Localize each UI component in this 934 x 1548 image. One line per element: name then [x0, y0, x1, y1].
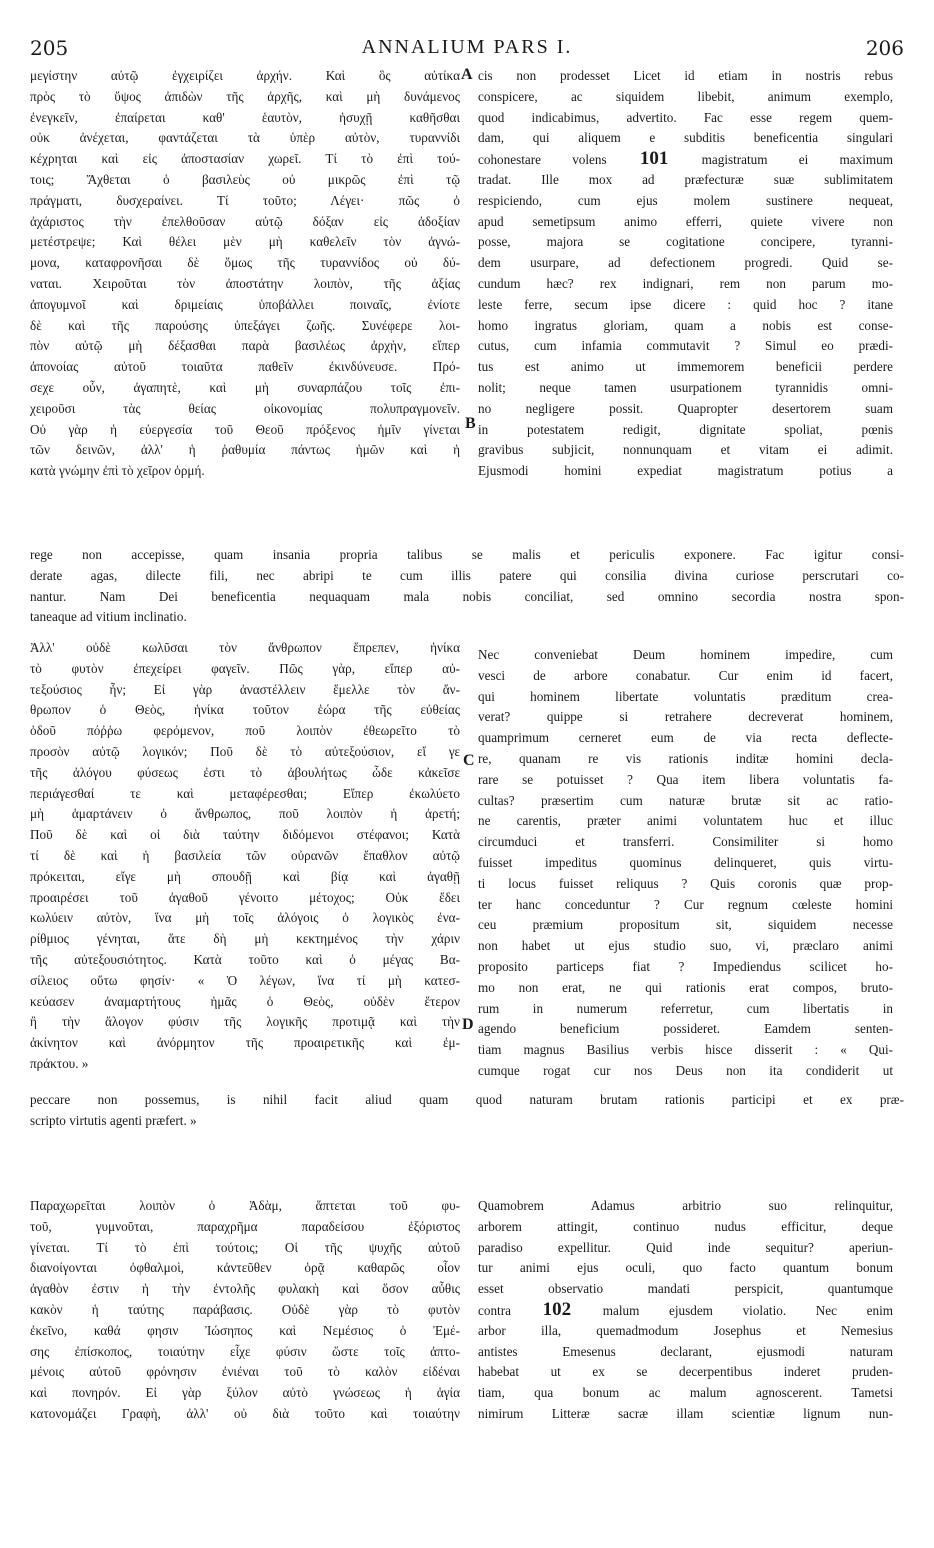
- text-fragment: magistratum ei maximum: [701, 152, 893, 168]
- latin-text-line: tus est animo ut immemorem beneficii perdere: [478, 359, 893, 375]
- latin-text-line: conspicere, ac siquidem libebit, animum exemplo,: [478, 88, 893, 104]
- column-number-marker: 101: [639, 149, 669, 170]
- greek-text-line: ναται. Χειροῦται τὸν ἀποστάτην λοιπὸν, τῆς ἀξίας: [30, 275, 460, 291]
- greek-text-line: ἀγαθὸν ἐστιν ἡ τὴν ἐντολῆς φυλακὴ καὶ ὅσον αὖθις: [30, 1281, 460, 1297]
- full-width-latin-block-2: [30, 1090, 904, 1132]
- column-number-marker: 102: [542, 1299, 572, 1320]
- greek-text-line: πράκτου. »: [30, 1055, 89, 1071]
- greek-text-line: ἀχάριστος τὴν ἐπελθοῦσαν αὐτῷ δόξαν εἰς ἀδοξίαν: [30, 213, 460, 229]
- latin-text-line: tur animi ejus oculi, quo facto quantum bonum: [478, 1260, 893, 1276]
- latin-column-block-3: [478, 1196, 893, 1425]
- greek-text-line: ὁδοῦ πόῤῥω φερόμενον, ποῦ λοιπὸν ἐθεωρεῖτο τὸ: [30, 723, 460, 739]
- greek-text-line: κεύασεν ἀναμαρτήτους ἡμᾶς ὁ Θεὸς, οὐδὲν ἕτερον: [30, 993, 460, 1009]
- latin-text-line: respiciendo, cum ejus molem sustinere nequeat,: [478, 192, 893, 208]
- latin-text-line: arbor illa, quemadmodum Josephus et Nemesius: [478, 1322, 893, 1338]
- greek-text-line: κέχρηται καὶ εἰς ἀποστασίαν χωρεῖ. Τί τὸ ἐπὶ τού-: [30, 151, 460, 167]
- greek-text-line: κατονομάζει Γραφὴ, ἀλλ' οὐ διὰ τοῦτο καὶ τοιαύτην: [30, 1405, 460, 1421]
- greek-text-line: τῆς ἀλόγου φύσεως ἐστι τὸ ἀβουλήτως ὧδε κἀκεῖσε: [30, 764, 460, 780]
- greek-text-line: σίλειος οὕτω φησίν· « Ὁ λέγων, ἵνα τί μὴ κατεσ-: [30, 972, 460, 988]
- latin-text-line: vesci de arbore conabatur. Cur enim id facert,: [478, 667, 893, 683]
- latin-text-line: qui hominem libertate voluntatis præditum crea-: [478, 688, 893, 704]
- latin-text-line: no negligere possit. Quapropter desertorem suam: [478, 400, 893, 416]
- text-line-with-column-marker: [478, 149, 893, 170]
- latin-text-line: cultas? præsertim cum naturæ brutæ sit ac ratio-: [478, 792, 893, 808]
- greek-text-line: περιάγεσθαί τε καὶ μεταφέρεσθαι; Εἴπερ ἐκωλύετο: [30, 785, 460, 801]
- latin-text-line: in potestatem redigit, dignitate spoliat, pœnis: [478, 421, 893, 437]
- greek-text-line: διανοίγονται ὀφθαλμοὶ, κἀντεῦθεν ὁρᾷ καθαρῶς οἷον: [30, 1260, 460, 1276]
- greek-text-line: Οὐ γὰρ ἡ εὐεργεσία τοῦ Θεοῦ πρόξενος ἡμῖν γίνεται: [30, 421, 460, 437]
- margin-letter-b: B: [465, 415, 476, 432]
- greek-text-line: ρίθμιος γένηται, ἅτε δὴ μὴ κεκτημένος τὴν χάριν: [30, 931, 460, 947]
- greek-text-line: πρὸς τὸ ὕψος ἀπιδὼν τῆς ἀρχῆς, καὶ μὴ δυνάμενος: [30, 88, 460, 104]
- running-header: [30, 36, 904, 64]
- latin-text-line: dem usurpare, ad defectionem progredi. Quid se-: [478, 255, 893, 271]
- latin-text-line: cutus, cum infamia commutavit ? Simul eo prædi-: [478, 338, 893, 354]
- greek-text-line: τοῦ, γυμνοῦται, παραχρῆμα παραδείσου ἐξόριστος: [30, 1218, 460, 1234]
- latin-text-line: leste ferre, secum ipse dicere : quid hoc ? itane: [478, 296, 893, 312]
- latin-text-line: quamprimum cerneret eum de via recta deflecte-: [478, 730, 893, 746]
- latin-column-block-2: [478, 645, 893, 1082]
- latin-full-width-line: scripto virtutis agenti præfert. »: [30, 1112, 197, 1128]
- latin-text-line: proposito particeps fiat ? Impediendus scilicet ho-: [478, 958, 893, 974]
- greek-column-block-3: [30, 1196, 460, 1425]
- greek-text-line: τεξούσιος ἦν; Εἰ γὰρ ἀναστέλλειν ἔμελλε τὸν ἄν-: [30, 681, 460, 697]
- latin-text-line: arborem attingit, continuo nudus efficitur, deque: [478, 1218, 893, 1234]
- text-line-with-column-marker: [478, 1300, 893, 1321]
- latin-text-line: ceu præmium propositum sit, siquidem necesse: [478, 917, 893, 933]
- greek-text-line: τοις; Ἄχθεται ὁ βασιλεὺς οὐ μικρῶς ἐπὶ τῷ: [30, 171, 460, 187]
- latin-text-line: Nec conveniebat Deum hominem impedire, cum: [478, 647, 893, 662]
- latin-full-width-line: rege non accepisse, quam insania propria talibus se malis et periculis exponere. Fac igitur consi-: [30, 547, 904, 562]
- greek-text-line: πράγματι, δυσχεραίνει. Τί τοῦτο; Λέγει· πῶς ὁ: [30, 192, 460, 208]
- latin-text-line: antistes Emesenus declarant, ejusmodi naturam: [478, 1343, 893, 1359]
- greek-text-line: κωλύειν αὐτὸν, ἵνα μὴ τοῖς ἀλόγοις ὁ λογικὸς ἐνα-: [30, 910, 460, 926]
- latin-text-line: tiam magnus Basilius verbis hisce disserit : « Qui-: [478, 1042, 893, 1058]
- text-fragment: malum ejusdem violatio. Nec enim: [602, 1302, 893, 1318]
- latin-text-line: nimirum Litteræ sacræ illam scientiæ lignum nun-: [478, 1405, 893, 1421]
- greek-text-line: μονα, καταφρονῆσαι δὲ ὅμως τῆς τυραννίδος οὐ δύ-: [30, 255, 460, 271]
- margin-letter-a: A: [461, 66, 473, 83]
- latin-text-line: ne carentis, præter animi voluntatem huc et illuc: [478, 813, 893, 829]
- latin-text-line: paradiso expellitur. Quid inde sequitur? aperiun-: [478, 1239, 893, 1255]
- latin-full-width-line: nantur. Nam Dei beneficentia nequaquam mala nobis conciliat, sed omnino secordia nostra spon-: [30, 588, 904, 604]
- greek-text-line: πὸν αὐτῷ μὴ δέξασθαι παρὰ βασιλέως ἀρχὴν, εἴπερ: [30, 338, 460, 354]
- latin-text-line: non habet ut ejus studio suo, vi, præclaro animi: [478, 938, 893, 954]
- latin-full-width-line: peccare non possemus, is nihil facit aliud quam quod naturam brutam rationis participi et ex præ-: [30, 1092, 904, 1107]
- latin-text-line: apud semetipsum animo efferri, quiete vivere non: [478, 213, 893, 229]
- margin-letter-c: C: [463, 752, 475, 769]
- latin-text-line: rare se potuisset ? Qua item libera voluntatis fa-: [478, 771, 893, 787]
- latin-text-line: tradat. Ille mox ad præfecturæ suæ sublimitatem: [478, 171, 893, 187]
- page-number-left: 205: [30, 36, 69, 60]
- latin-full-width-line: derate agas, dilecte fili, nec abripi te cum illis patere qui consilia divina curiose perscrutari co-: [30, 567, 904, 583]
- greek-text-line: τῶν δεινῶν, ἀλλ' ἡ ῥαθυμία πάντως ἡμῶν καὶ ἡ: [30, 442, 460, 458]
- greek-text-line: Ποῦ δὲ καὶ οἱ διὰ ταύτην διδόμενοι στέφανοι; Κατὰ: [30, 827, 460, 843]
- greek-text-line: προσὸν αὐτῷ λογικόν; Ποῦ δὲ τὸ αὐτεξούσιον, εἴ γε: [30, 743, 460, 759]
- latin-text-line: esset observatio mandati perspicit, quantumque: [478, 1281, 893, 1297]
- greek-text-line: καὶ πονηρόν. Εἰ γὰρ ξύλον αὐτὸ γνώσεως ἡ ἁγία: [30, 1385, 460, 1401]
- greek-text-line: Ἀλλ' οὐδὲ κωλῦσαι τὸν ἄνθρωπον ἔπρεπεν, ἡνίκα: [30, 640, 460, 655]
- greek-text-line: γίνεται. Τί τὸ ἐπὶ τούτοις; Οἱ τῆς ψυχῆς αὐτοῦ: [30, 1239, 460, 1255]
- greek-text-line: χειροῦσι τὰς θείας οἰκονομίας πολυπραγμονεῖν.: [30, 400, 460, 416]
- greek-text-line: οὐκ ἀνέχεται, φαντάζεται τὰ ὑπὲρ αὐτὸν, τυραννίδι: [30, 130, 460, 146]
- greek-text-line: προαιρέσει τοῦ ἀγαθοῦ γένοιτο μέτοχος; Οὐκ ἔδει: [30, 889, 460, 905]
- latin-text-line: circumduci et transferri. Consimiliter si homo: [478, 834, 893, 850]
- latin-text-line: verat? quippe si retrahere decreverat hominem,: [478, 709, 893, 725]
- latin-text-line: gravibus subjicit, nonnunquam et vitam ei adimit.: [478, 442, 893, 458]
- latin-text-line: cumque rogat cur nos Deus non ita condiderit ut: [478, 1062, 893, 1078]
- greek-text-line: κατὰ γνώμην ἐπὶ τὸ χεῖρον ὁρμή.: [30, 463, 205, 479]
- full-width-latin-block-1: [30, 545, 904, 628]
- greek-text-line: τῆς αὐτεξουσιότητος. Κατὰ τοῦτο καὶ ὁ μέγας Βα-: [30, 951, 460, 967]
- greek-text-line: ἀπογυμνοῖ καὶ δριμείαις ὑποβάλλει ποιναῖς, ἐνίοτε: [30, 296, 460, 312]
- greek-text-line: μετέστρεψε; Καὶ θέλει μὲν μὴ καθελεῖν τὸν ἀγνώ-: [30, 234, 460, 250]
- greek-text-line: Παραχωρεῖται λοιπὸν ὁ Ἀδὰμ, ἅπτεται τοῦ φυ-: [30, 1198, 460, 1213]
- greek-text-line: σης ἐπίσκοπος, τοιαύτην εἶχε φύσιν ὥστε τοῖς ἀπτο-: [30, 1343, 460, 1359]
- greek-column-block-2: [30, 638, 460, 1075]
- margin-letter-d: D: [462, 1016, 474, 1033]
- greek-text-line: μεγίστην αὐτῷ ἐγχειρίζει ἀρχήν. Καὶ ὃς αὐτίκα: [30, 68, 460, 83]
- latin-text-line: Quamobrem Adamus arbitrio suo relinquitur,: [478, 1198, 893, 1213]
- greek-text-line: μὴ ἁμαρτάνειν ὁ ἄνθρωπος, ποῦ λοιπὸν ἡ ἀρετή;: [30, 806, 460, 822]
- latin-text-line: homo ingratus gloriam, quam a nobis est conse-: [478, 317, 893, 333]
- latin-text-line: dam, qui aliquem e subditis beneficentia singulari: [478, 130, 893, 146]
- latin-text-line: agendo beneficium possideret. Eamdem senten-: [478, 1021, 893, 1037]
- greek-text-line: σεχε οὖν, ἀγαπητὲ, καὶ μὴ συναρπάζου τοῖς ἐπι-: [30, 379, 460, 395]
- latin-text-line: rum in numerum referretur, cum libertatis in: [478, 1000, 893, 1016]
- text-fragment: cohonestare volens: [478, 152, 607, 168]
- greek-text-line: πρόκειται, εἴγε μὴ σπουδῇ καὶ βίᾳ καὶ ἀγαθῇ: [30, 868, 460, 884]
- running-title: ANNALIUM PARS I.: [361, 36, 573, 58]
- latin-text-line: cis non prodesset Licet id etiam in nostris rebus: [478, 68, 893, 83]
- greek-text-line: ἀπονοίας αὐτοῦ τοιαῦτα παθεῖν ἐκινδύνευσε. Πρό-: [30, 359, 460, 375]
- greek-text-line: ἐνεγκεῖν, ἐπαίρεται καθ' ἑαυτὸν, ἡσυχῇ καθῆσθαι: [30, 109, 460, 125]
- latin-text-line: ter hanc conceduntur ? Cur regnum cœleste homini: [478, 896, 893, 912]
- text-fragment: contra: [478, 1302, 511, 1318]
- greek-text-line: θρωπον ὁ Θεὸς, ἡνίκα τοῦτον ἑώρα τῆς εὐθείας: [30, 702, 460, 718]
- latin-column-block-1: [478, 66, 893, 482]
- page-number-right: 206: [865, 36, 904, 60]
- greek-text-line: μένοις αὐτοῦ φρόνησιν ἐνιέναι τοῦ τὸ καλὸν εἰδέναι: [30, 1364, 460, 1380]
- greek-text-line: ἀκίνητον καὶ ἀνόρμητον τῆς προαιρετικῆς καὶ ἐμ-: [30, 1035, 460, 1051]
- greek-text-line: τί δὲ καὶ ἡ βασιλεία τῶν οὐρανῶν ἔπαθλον αὐτῷ: [30, 847, 460, 863]
- greek-text-line: δὲ καὶ τῆς παρούσης ὑπεξάγει ζωῆς. Συνέφερε λοι-: [30, 317, 460, 333]
- greek-text-line: ἐκεῖνο, καθά φησιν Ἰώσηπος καὶ Νεμέσιος ὁ Ἐμέ-: [30, 1322, 460, 1338]
- latin-text-line: nolit; neque tamen usurpationem tyrannidis omni-: [478, 379, 893, 395]
- latin-text-line: cundum hæc? rex indignari, rem non parum mo-: [478, 275, 893, 291]
- latin-text-line: re, quanam re vis rationis inditæ homini decla-: [478, 750, 893, 766]
- latin-text-line: fuisset impeditus quominus delinqueret, quis virtu-: [478, 854, 893, 870]
- latin-text-line: tiam, qua bonum ac malum agnoscerent. Tametsi: [478, 1385, 893, 1401]
- latin-text-line: mo non erat, ne qui rationis erat compos, bruto-: [478, 979, 893, 995]
- latin-text-line: ti locus fuisset reliquus ? Quis coronis quæ prop-: [478, 875, 893, 891]
- latin-text-line: posse, majora se cogitatione concipere, tyranni-: [478, 234, 893, 250]
- greek-text-line: ἢ τὴν ἄλογον φύσιν τῆς λογικῆς προτιμᾷ καὶ τὴν: [30, 1014, 460, 1030]
- latin-text-line: Ejusmodi homini expediat magistratum potius a: [478, 463, 893, 479]
- greek-column-block-1: [30, 66, 460, 482]
- greek-text-line: κακὸν ἡ ταύτης παράβασις. Οὐδὲ γὰρ τὸ φυτὸν: [30, 1301, 460, 1317]
- latin-full-width-line: taneaque ad vitium inclinatio.: [30, 609, 187, 625]
- latin-text-line: habebat ut ex se decerpentibus inderet pruden-: [478, 1364, 893, 1380]
- latin-text-line: quod indicabimus, advertito. Fac esse regem quem-: [478, 109, 893, 125]
- greek-text-line: τὸ φυτὸν ἐπεχείρει φαγεῖν. Πῶς γὰρ, εἴπερ αὐ-: [30, 660, 460, 676]
